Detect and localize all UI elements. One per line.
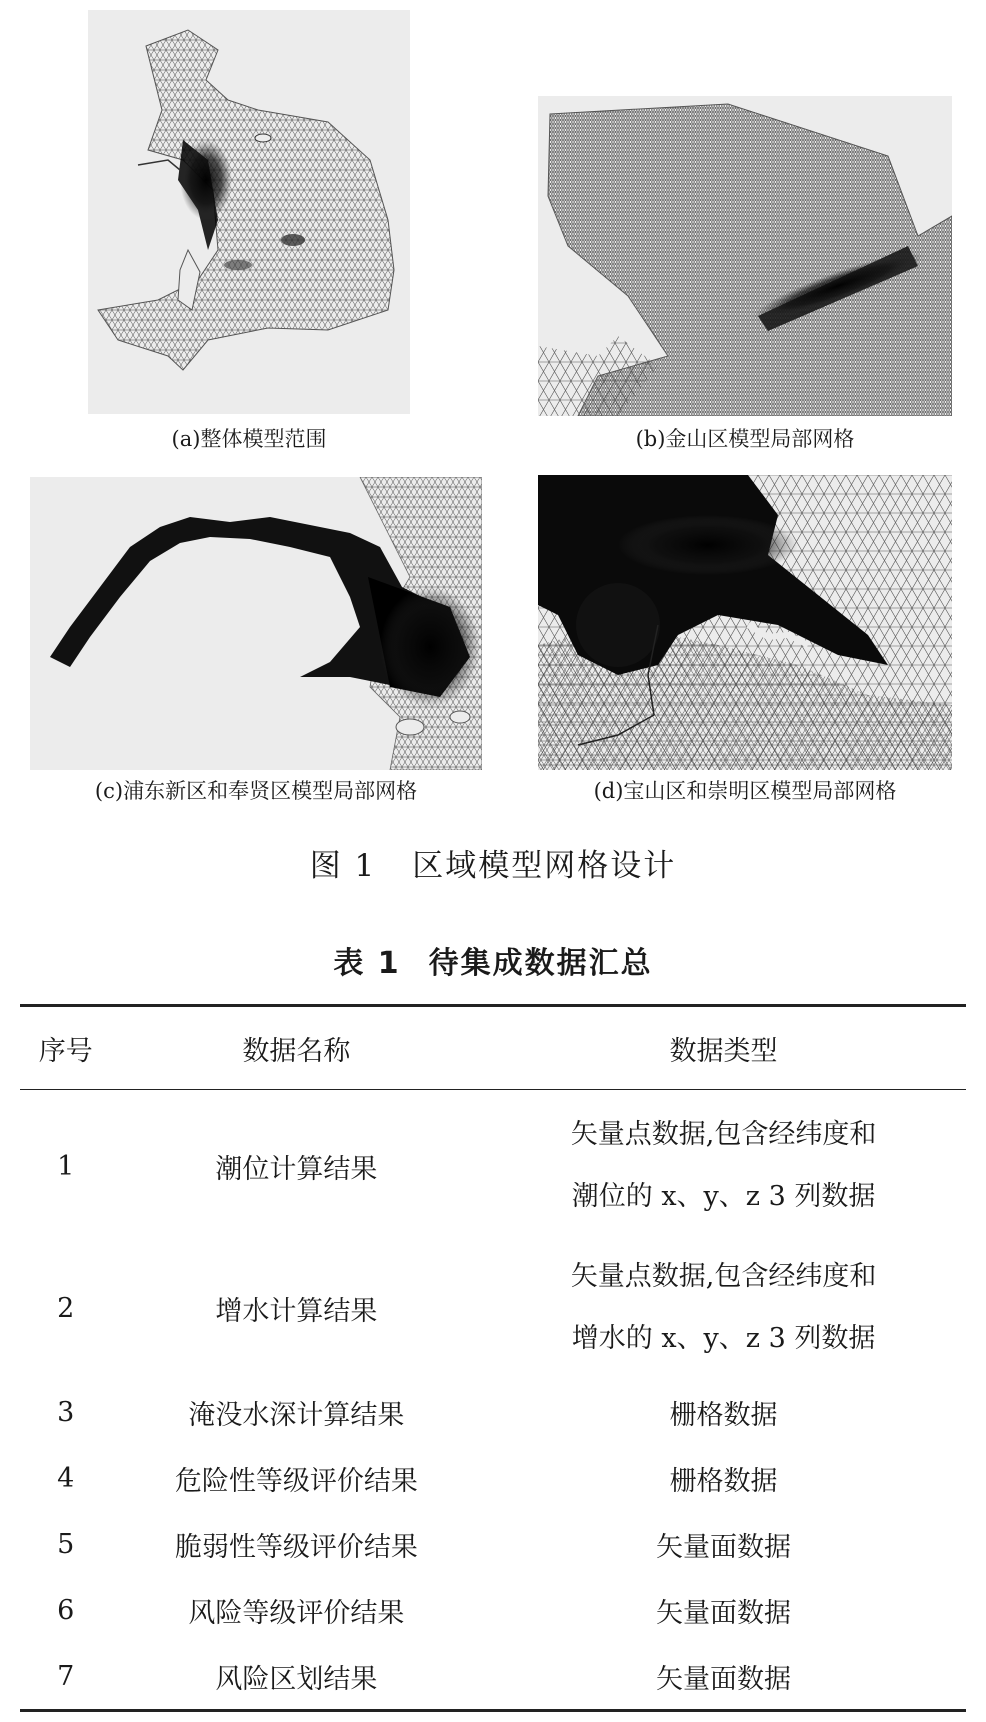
table-label: 表 1 — [333, 946, 401, 981]
table-title-text: 待集成数据汇总 — [428, 946, 653, 981]
row-type — [481, 1090, 966, 1238]
row-index: 6 — [57, 1594, 75, 1626]
row-type-line: 矢量点数据,包含经纬度和 — [570, 1119, 877, 1150]
row-type: 栅格数据 — [669, 1399, 778, 1431]
figure-panel-a — [88, 10, 410, 414]
row-name: 脆弱性等级评价结果 — [174, 1531, 418, 1563]
row-index: 3 — [57, 1396, 75, 1428]
table-row — [20, 1237, 966, 1379]
figure-title-text: 区域模型网格设计 — [412, 848, 677, 884]
mesh-plot-d — [538, 475, 952, 770]
figure-panel-b — [538, 96, 952, 416]
table-row — [20, 1379, 966, 1445]
row-name: 风险等级评价结果 — [188, 1597, 405, 1629]
caption-panel-d: (d)宝山区和崇明区模型局部网格 — [593, 779, 897, 803]
row-type-line: 潮位的 x、y、z 3 列数据 — [571, 1181, 876, 1212]
header-type: 数据类型 — [481, 1006, 966, 1090]
row-type: 矢量面数据 — [656, 1597, 792, 1629]
mesh-plot-b — [538, 96, 952, 416]
row-type: 矢量面数据 — [656, 1531, 792, 1563]
figure-title — [0, 840, 986, 885]
mesh-plot-c — [30, 477, 482, 770]
caption-panel-c: (c)浦东新区和奉贤区模型局部网格 — [94, 779, 418, 803]
header-name: 数据名称 — [112, 1006, 482, 1090]
row-index: 4 — [57, 1462, 75, 1494]
caption-panel-b: (b)金山区模型局部网格 — [635, 427, 855, 451]
figure-panel-c — [30, 477, 482, 770]
figure-label: 图 1 — [309, 848, 377, 884]
header-index: 序号 — [20, 1006, 112, 1090]
row-name: 风险区划结果 — [215, 1663, 378, 1695]
figure-panel-d — [538, 475, 952, 770]
row-index: 5 — [57, 1528, 75, 1560]
row-name: 淹没水深计算结果 — [188, 1399, 405, 1431]
table-title — [0, 938, 986, 982]
table-row — [20, 1577, 966, 1643]
row-type-line: 增水的 x、y、z 3 列数据 — [571, 1323, 876, 1354]
mesh-plot-a — [88, 10, 410, 414]
row-type: 栅格数据 — [669, 1465, 778, 1497]
row-name: 增水计算结果 — [215, 1295, 378, 1327]
row-type — [481, 1237, 966, 1379]
row-index: 1 — [57, 1150, 75, 1182]
row-name: 潮位计算结果 — [215, 1153, 378, 1185]
table-row — [20, 1643, 966, 1711]
table-row — [20, 1445, 966, 1511]
table-row — [20, 1090, 966, 1238]
row-index: 7 — [57, 1660, 75, 1692]
row-type: 矢量面数据 — [656, 1663, 792, 1695]
row-name: 危险性等级评价结果 — [174, 1465, 418, 1497]
caption-panel-a: (a)整体模型范围 — [171, 427, 327, 451]
data-summary-table — [20, 1004, 966, 1712]
table-row — [20, 1511, 966, 1577]
row-index: 2 — [57, 1292, 75, 1324]
row-type-line: 矢量点数据,包含经纬度和 — [570, 1261, 877, 1292]
table-header-row — [20, 1006, 966, 1090]
